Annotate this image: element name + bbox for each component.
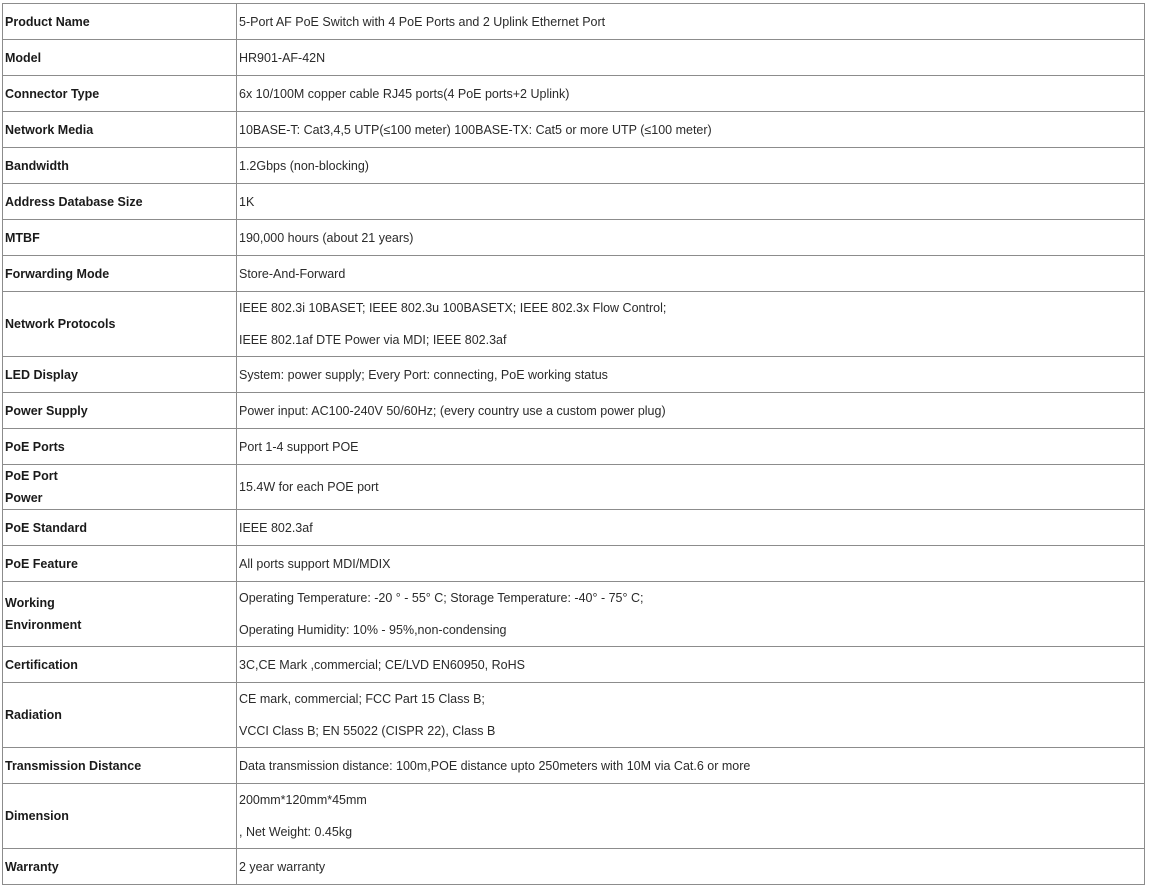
spec-value-cell [237,292,1145,357]
spec-value: Operating Temperature: -20 ° - 55° C; Storage Temperature: -40° - 75° C; [239,591,644,605]
spec-value-cell [237,220,1145,256]
spec-value: System: power supply; Every Port: connecting, PoE working status [239,367,608,382]
spec-value: Store-And-Forward [239,266,346,281]
spec-label: Connector Type [5,86,100,101]
spec-label: Network Protocols [5,317,116,331]
spec-label: LED Display [5,367,78,382]
spec-label-cell [3,849,237,885]
spec-label-cell [3,683,237,748]
spec-label-cell [3,40,237,76]
table-row [3,220,1145,256]
spec-value-cell [237,429,1145,465]
spec-label-cell [3,582,237,647]
table-row [3,393,1145,429]
spec-value-cell [237,510,1145,546]
table-row [3,582,1145,647]
spec-value-cell [237,4,1145,40]
spec-label: Power [5,491,43,505]
spec-value: IEEE 802.1af DTE Power via MDI; IEEE 802.3af [239,333,507,347]
spec-label: Certification [5,657,78,672]
spec-value: 3C,CE Mark ,commercial; CE/LVD EN60950, RoHS [239,657,525,672]
table-row [3,256,1145,292]
table-row [3,849,1145,885]
spec-value: CE mark, commercial; FCC Part 15 Class B; [239,692,485,706]
spec-value: Power input: AC100-240V 50/60Hz; (every country use a custom power plug) [239,403,666,418]
spec-label: Dimension [5,809,69,823]
spec-label-cell [3,112,237,148]
spec-value-cell [237,683,1145,748]
spec-label-cell [3,748,237,784]
spec-table-body [3,4,1145,885]
spec-value: IEEE 802.3i 10BASET; IEEE 802.3u 100BASETX; IEEE 802.3x Flow Control; [239,301,667,315]
spec-value: 1.2Gbps (non-blocking) [239,158,369,173]
spec-label: PoE Port [5,469,58,483]
spec-label: Network Media [5,122,94,137]
spec-label: Product Name [5,14,90,29]
spec-value-cell [237,148,1145,184]
table-row [3,465,1145,510]
spec-label: Working [5,596,55,610]
spec-label-cell [3,292,237,357]
spec-label-cell [3,784,237,849]
spec-value: Data transmission distance: 100m,POE distance upto 250meters with 10M via Cat.6 or more [239,758,751,773]
table-row [3,184,1145,220]
spec-label: Bandwidth [5,158,69,173]
spec-label-cell [3,220,237,256]
table-row [3,748,1145,784]
table-row [3,292,1145,357]
spec-label-cell [3,393,237,429]
spec-value: 200mm*120mm*45mm [239,793,367,807]
spec-label: PoE Feature [5,556,78,571]
table-row [3,683,1145,748]
spec-label-cell [3,647,237,683]
spec-label: Transmission Distance [5,758,142,773]
spec-value-cell [237,546,1145,582]
spec-value: 5-Port AF PoE Switch with 4 PoE Ports and 2 Uplink Ethernet Port [239,14,606,29]
spec-value: 190,000 hours (about 21 years) [239,230,414,245]
spec-label: PoE Standard [5,520,87,535]
spec-value: VCCI Class B; EN 55022 (CISPR 22), Class B [239,724,496,738]
spec-label: Forwarding Mode [5,266,110,281]
spec-value-cell [237,647,1145,683]
spec-label: Environment [5,618,82,632]
spec-value: Operating Humidity: 10% - 95%,non-condensing [239,623,507,637]
spec-value: 15.4W for each POE port [239,480,379,494]
spec-label-cell [3,357,237,393]
table-row [3,647,1145,683]
spec-label-cell [3,148,237,184]
spec-label: Radiation [5,708,62,722]
table-row [3,510,1145,546]
spec-value-cell [237,849,1145,885]
spec-value: HR901-AF-42N [239,50,326,65]
spec-value-cell [237,184,1145,220]
spec-label: Power Supply [5,403,88,418]
spec-value: All ports support MDI/MDIX [239,556,391,571]
spec-label: PoE Ports [5,439,65,454]
spec-label-cell [3,256,237,292]
spec-value: , Net Weight: 0.45kg [239,825,353,839]
spec-value-cell [237,748,1145,784]
spec-label-cell [3,465,237,510]
spec-value-cell [237,40,1145,76]
spec-value: Port 1-4 support POE [239,439,359,454]
table-row [3,546,1145,582]
spec-value-cell [237,465,1145,510]
table-row [3,40,1145,76]
spec-label-cell [3,510,237,546]
spec-value: 6x 10/100M copper cable RJ45 ports(4 PoE ports+2 Uplink) [239,86,570,101]
table-row [3,148,1145,184]
spec-label-cell [3,76,237,112]
spec-value-cell [237,112,1145,148]
spec-label-cell [3,546,237,582]
spec-value-cell [237,582,1145,647]
table-row [3,429,1145,465]
spec-value: 10BASE-T: Cat3,4,5 UTP(≤100 meter) 100BASE-TX: Cat5 or more UTP (≤100 meter) [239,122,712,137]
spec-value-cell [237,256,1145,292]
spec-label: Address Database Size [5,194,143,209]
spec-label-cell [3,184,237,220]
spec-value: 2 year warranty [239,859,326,874]
spec-label: Warranty [5,859,59,874]
spec-label-cell [3,429,237,465]
spec-label-cell [3,4,237,40]
table-row [3,112,1145,148]
table-row [3,76,1145,112]
spec-label: Model [5,50,42,65]
spec-value: IEEE 802.3af [239,520,313,535]
spec-label: MTBF [5,230,40,245]
spec-value-cell [237,393,1145,429]
table-row [3,784,1145,849]
table-row [3,357,1145,393]
spec-value-cell [237,357,1145,393]
specification-table [2,3,1145,885]
table-row [3,4,1145,40]
spec-value-cell [237,76,1145,112]
spec-value-cell [237,784,1145,849]
spec-value: 1K [239,194,255,209]
